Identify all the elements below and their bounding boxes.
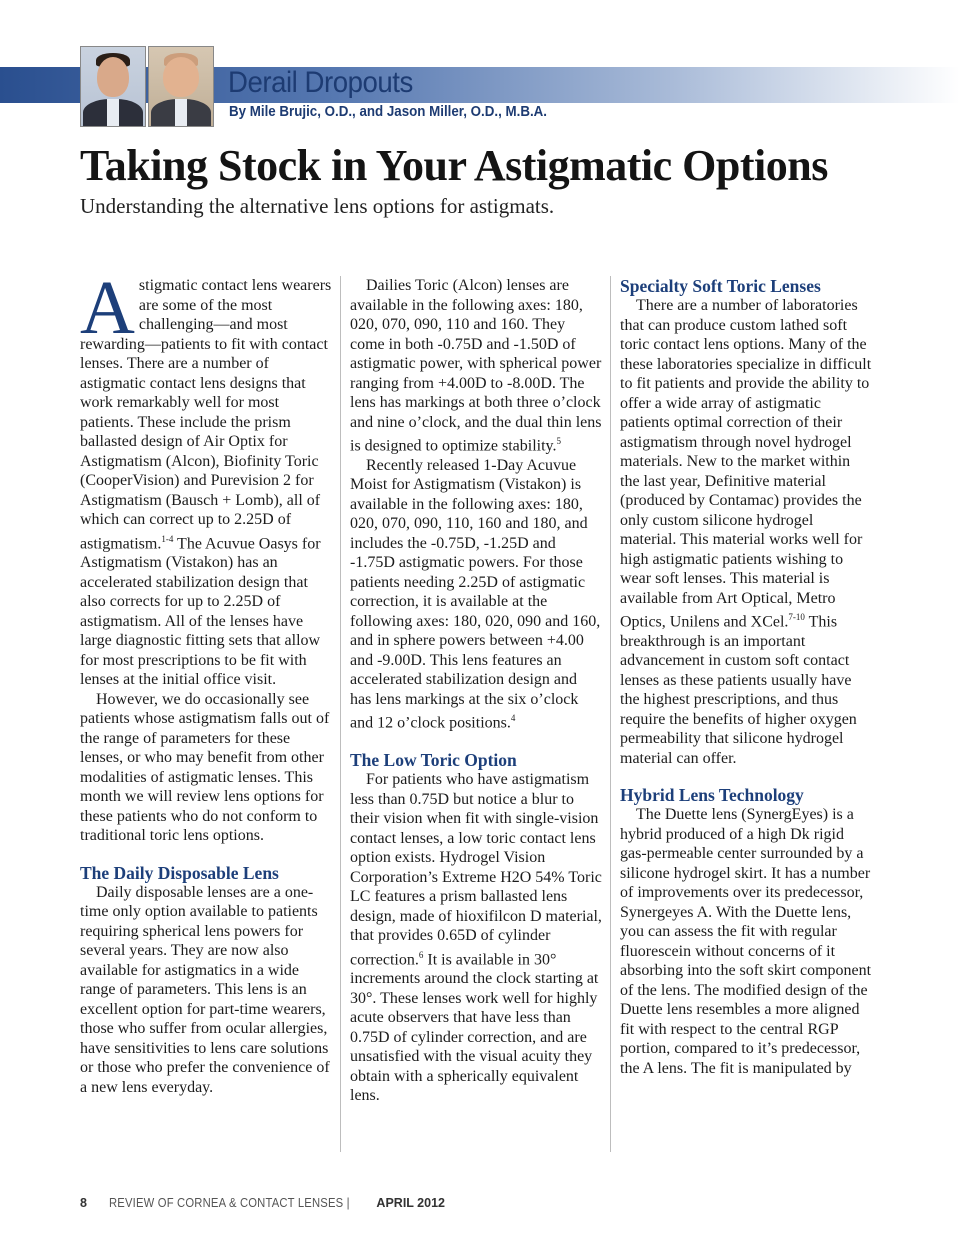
section-heading: Hybrid Lens Technology: [620, 785, 804, 806]
department-title: Derail Dropouts: [228, 66, 413, 99]
article-title: Taking Stock in Your Astigmatic Options: [80, 141, 828, 190]
section-heading: Specialty Soft Toric Lenses: [620, 276, 821, 296]
paragraph: There are a number of laboratories that can produce custom lathed soft toric contact lens options. Many of the these laboratories specialize in difficult to fit patients and provide the ability to offer a wide array of astigmatic patients optimal correction of their astigmatism through novel hydrogel materials. New to the market within the last year, Definitive material (produced by Contamac) provides the only custom silicone hydrogel material. This material works well for high astigmatic patients wishing to wear soft lenses. This material is available from Art Optical, Metro Optics, Unilens and XCel.$^{7-10}$ This breakthrough is an important advancement in custom soft contact lenses as these patients usually have the highest prescriptions, and thus require the benefits of higher oxygen permeability that silicone hydrogel material can offer.: [620, 297, 872, 767]
column-3: [620, 276, 872, 1078]
author-photo-miller: [148, 46, 214, 127]
page-number: 8: [80, 1196, 87, 1210]
column-2: [350, 276, 602, 1106]
column-divider: [610, 276, 611, 1152]
column-1: [80, 266, 332, 1097]
page-footer: [80, 1196, 445, 1210]
paragraph: However, we do occasionally see patients whose astigmatism falls out of the range of parameters for these lenses, or who may benefit from other modalities of astigmatic lenses. This month we will review lens options for these patients who do not conform to traditional toric lens options.: [80, 690, 330, 845]
paragraph: Astigmatic contact lens wearers are some of the most challenging—and most rewarding—patients to fit with contact lenses. There are a number of astigmatic contact lens designs that work remarkably well for most patients. These include the prism ballasted design of Air Optix for Astigmatism (Alcon), Biofinity Toric (CooperVision) and Purevision 2 for Astigmatism (Bausch + Lomb), all of which can correct up to 2.25D of astigmatism.$^{1-4}$ The Acuvue Oasys for Astigmatism (Vistakon) has an accelerated stabilization design that also corrects for up to 2.25D of astigmatism. All of the lenses have large diagnostic fitting sets that allow for most prescriptions to be fit with lenses at the initial office visit.: [80, 266, 332, 689]
section-heading: The Low Toric Option: [350, 750, 517, 771]
paragraph: The Duette lens (SynergEyes) is a hybrid produced of a high Dk rigid gas-permeable center surrounded by a silicone hydrogel skirt. It has a number of improvements over its predecessor, Synergeyes A. With the Duette lens, you can assess the fit with regular fluorescein without concerns of it absorbing into the soft skirt component of the lens. The modified design of the Duette lens resembles a more aligned fit with respect to the central RGP portion, compared to it’s predecessor, the A lens. The fit is manipulated by: [620, 806, 872, 1077]
drop-cap: A: [80, 266, 135, 350]
publication-name: REVIEW OF CORNEA & CONTACT LENSES |: [108, 1196, 350, 1210]
author-photo-brujic: [80, 46, 146, 127]
issue-date: APRIL 2012: [376, 1196, 445, 1210]
article-subtitle: Understanding the alternative lens options for astigmats.: [80, 194, 555, 218]
section-heading: The Daily Disposable Lens: [80, 862, 279, 883]
paragraph: Daily disposable lenses are a one-time only option available to patients requiring spherical lens powers for several years. They are now also available for astigmatics in a wide range of parameters. This lens is an excellent option for part-time wearers, those who suffer from ocular allergies, have sensitivities to lens care solutions or those who prefer the convenience of a new lens everyday.: [80, 883, 330, 1096]
paragraph: Recently released 1-Day Acuvue Moist for Astigmatism (Vistakon) is available in the following axes: 180, 020, 070, 090, 110, 160 and 180, and includes the -0.75D, -1.25D and -1.75D astigmatic powers. For those patients needing 2.25D of astigmatic correction, it is available at the following axes: 180, 020, 090 and 160, and in sphere powers between +4.00 and -9.00D. This lens features an accelerated stabilization design and has lens markings at the six o’clock and 12 o’clock positions.$^4$: [350, 456, 601, 732]
byline: By Mile Brujic, O.D., and Jason Miller, O.D., M.B.A.: [229, 104, 548, 120]
paragraph: Dailies Toric (Alcon) lenses are available in the following axes: 180, 020, 070, 090, 110 and 160. They come in both -0.75D and -1.50D of astigmatic power, with spherical power ranging from +4.00D to -8.00D. The lens has markings at both three o’clock and nine o’clock, and the dual thin lens is designed to optimize stability.$^5$: [350, 277, 602, 455]
column-divider: [340, 276, 341, 1152]
paragraph: For patients who have astigmatism less than 0.75D but notice a blur to their vision when fit with single-vision contact lenses, a low toric contact lens option exists. Hydrogel Vision Corporation’s Extreme H2O 54% Toric LC features a prism ballasted lens design, made of hioxifilcon D material, that provides 0.65D of cylinder correction.$^6$ It is available in 30° increments around the clock starting at 30°. These lenses work well for highly acute observers that have less than 0.75D of cylinder correction, and are unsatisfied with the visual acuity they obtain with a spherically equivalent lens.: [350, 771, 602, 1105]
